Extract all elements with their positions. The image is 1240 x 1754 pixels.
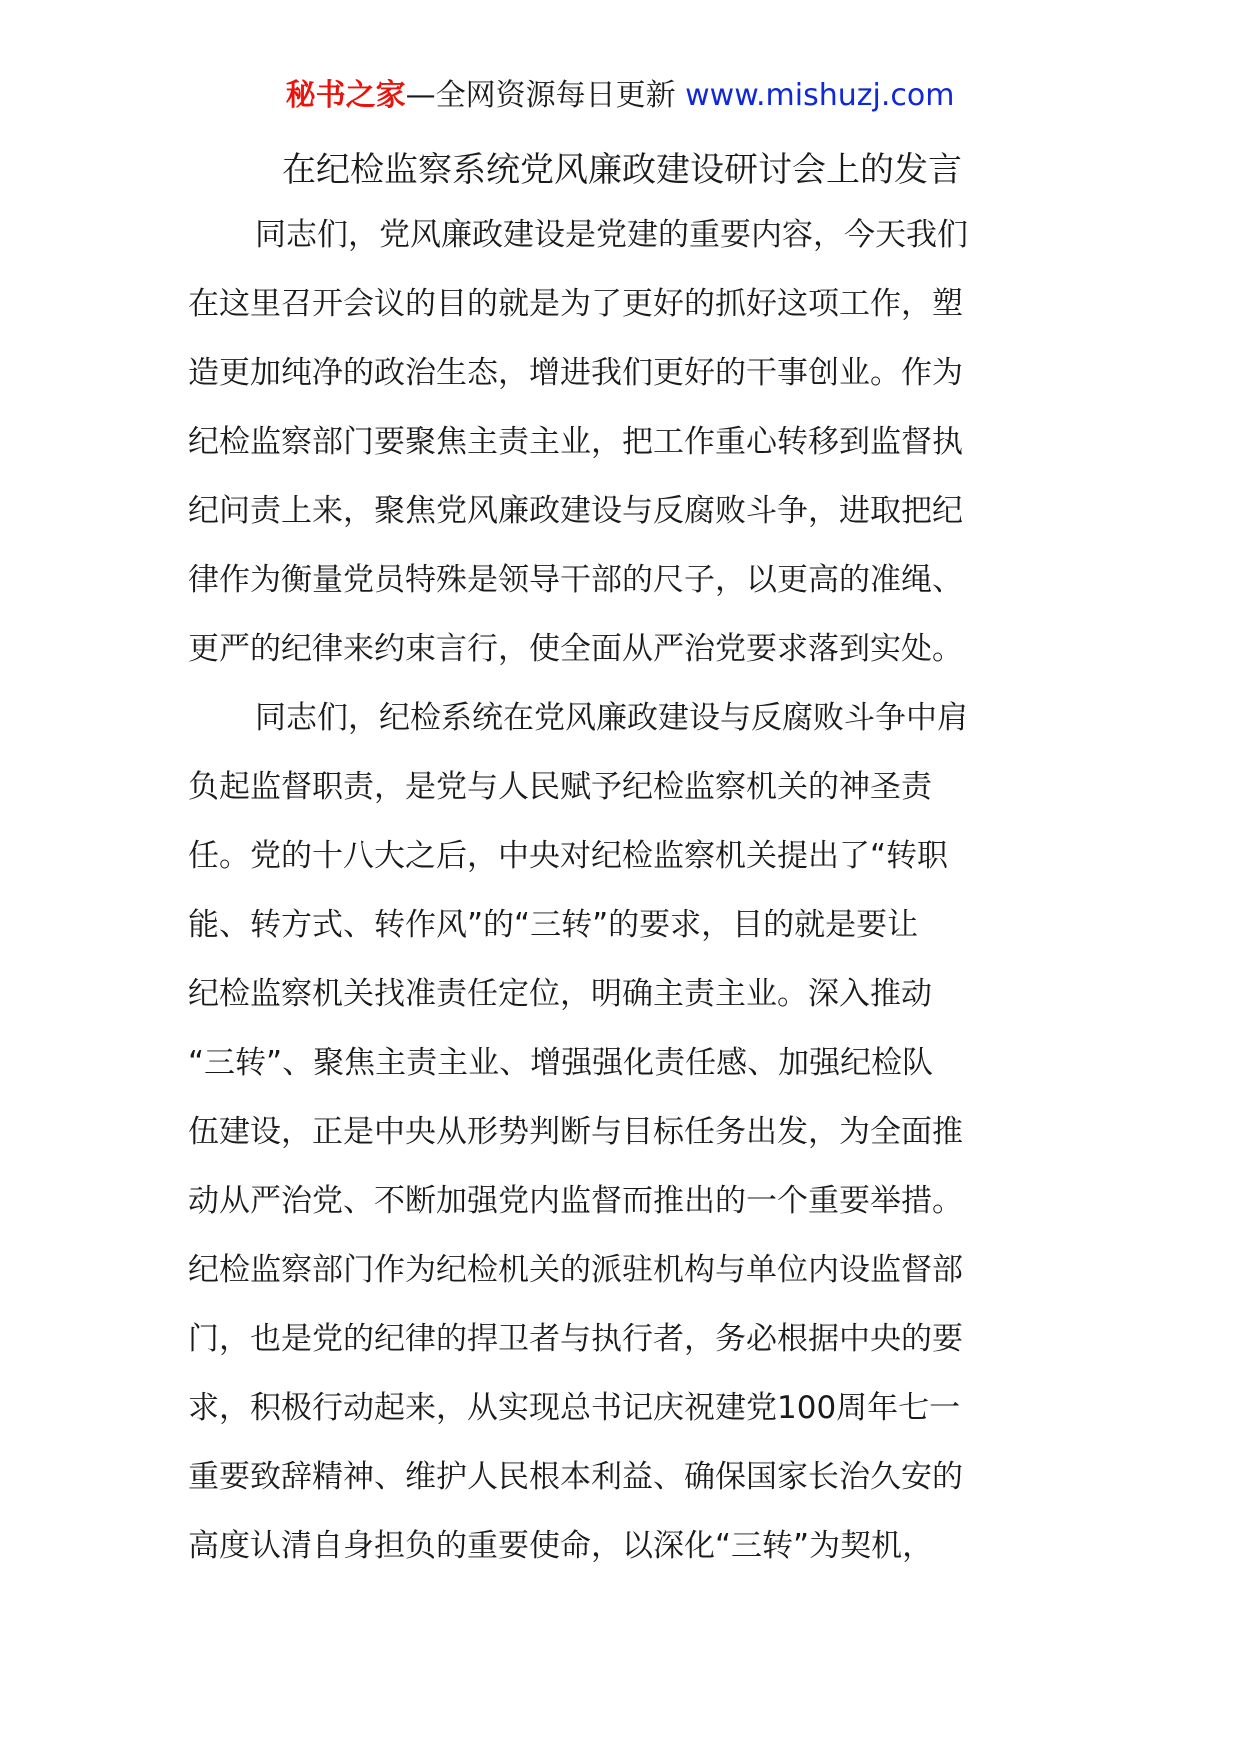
paragraph-line: 纪检监察部门要聚焦主责主业，把工作重心转移到监督执 [188, 424, 963, 460]
paragraph-line: 纪检监察部门作为纪检机关的派驻机构与单位内设监督部 [188, 1252, 963, 1288]
paragraph-line: 同志们，纪检系统在党风廉政建设与反腐败斗争中肩 [255, 700, 968, 736]
paragraph-line: 动从严治党、不断加强党内监督而推出的一个重要举措。 [188, 1183, 963, 1219]
paragraph-line: 任。党的十八大之后，中央对纪检监察机关提出了“转职 [188, 838, 949, 874]
paragraph-line: 同志们，党风廉政建设是党建的重要内容，今天我们 [255, 217, 968, 253]
site-header [0, 74, 1240, 118]
paragraph-line: 纪问责上来，聚焦党风廉政建设与反腐败斗争，进取把纪 [188, 493, 963, 529]
paragraph-line: 高度认清自身担负的重要使命，以深化“三转”为契机， [188, 1528, 934, 1564]
document-body [188, 213, 1058, 1593]
paragraph-line: 更严的纪律来约束言行，使全面从严治党要求落到实处。 [188, 631, 963, 667]
document-title: 在纪检监察系统党风廉政建设研讨会上的发言 [282, 150, 962, 190]
paragraph-line: 造更加纯净的政治生态，增进我们更好的干事创业。作为 [188, 355, 963, 391]
paragraph-line: 能、转方式、转作风”的“三转”的要求，目的就是要让 [188, 907, 919, 943]
paragraph-line: 求，积极行动起来，从实现总书记庆祝建党100周年七一 [188, 1390, 961, 1426]
paragraph-line: 在这里召开会议的目的就是为了更好的抓好这项工作，塑 [188, 286, 963, 322]
paragraph-line: “三转”、聚焦主责主业、增强强化责任感、加强纪检队 [188, 1045, 934, 1081]
paragraph-line: 门，也是党的纪律的捍卫者与执行者，务必根据中央的要 [188, 1321, 963, 1357]
paragraph-line: 纪检监察机关找准责任定位，明确主责主业。深入推动 [188, 976, 932, 1012]
paragraph-line: 律作为衡量党员特殊是领导干部的尺子，以更高的准绳、 [188, 562, 963, 598]
paragraph-line: 重要致辞精神、维护人民根本利益、确保国家长治久安的 [188, 1459, 963, 1495]
paragraph-line: 伍建设，正是中央从形势判断与目标任务出发，为全面推 [188, 1114, 963, 1150]
header-tagline: —全网资源每日更新 [405, 78, 676, 113]
site-url-link[interactable]: www.mishuzj.com [685, 78, 955, 113]
brand-name: 秘书之家 [285, 78, 406, 113]
paragraph-line: 负起监督职责，是党与人民赋予纪检监察机关的神圣责 [188, 769, 932, 805]
